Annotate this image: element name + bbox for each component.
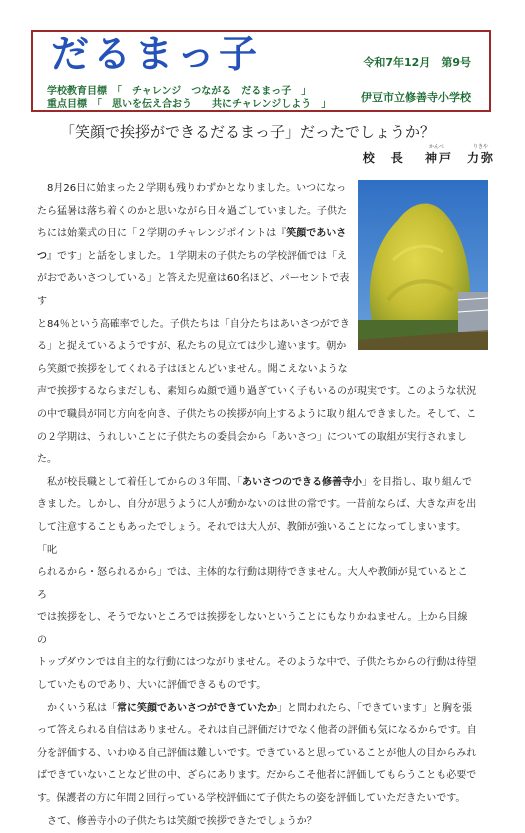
text-line: の中で職員が同じ方向を向き、子供たちの挨拶が向上するように取り組んできました。そして、こ	[37, 408, 477, 420]
text-line: きました。しかし、自分が思うように人が動かないのは世の常です。一昔前ならば、大きな声を出	[37, 499, 477, 511]
education-goal: 学校教育目標 「 チャレンジ つながる だるまっ子 」	[47, 86, 312, 97]
issue-date: 令和7年12月 第9号	[363, 56, 471, 69]
emphasis: 常に笑顔であいさつができていたか	[117, 702, 277, 714]
text-line: す。保護者の方に年間２回行っている学校評価にて子供たちの姿を評価していただきたいです。	[37, 793, 466, 805]
newsletter-title: だるまっ子	[51, 32, 262, 76]
text-line: ばできていないことなど世の中、ざらにあります。だからこそ他者に評価してもらうことも必要で	[37, 770, 477, 782]
paragraph-1-continued	[37, 381, 477, 471]
text-line: る」と捉えているようですが、私たちの見立ては少し違います。朝か	[37, 341, 347, 353]
paragraph-3	[37, 698, 477, 811]
school-name: 伊豆市立修善寺小学校	[361, 91, 471, 104]
article-body	[37, 178, 477, 833]
text-line: して注意することもあったでしょう。それでは大人が、教師が強いることになってしまいます。「叱	[37, 521, 467, 556]
article-headline: 「笑顔で挨拶ができるだるまっ子」だったでしょうか？	[60, 123, 436, 141]
paragraph-1	[37, 178, 352, 381]
author-byline	[362, 144, 495, 166]
text-line: 8月26日に始まった２学期も残りわずかとなりました。いつになっ	[47, 183, 347, 194]
text-line: トップダウンでは自主的な行動にはつながりません。そのような中で、子供たちからの行動は待望	[37, 657, 477, 669]
paragraph-2	[37, 472, 477, 698]
text-line: ちには始業式の日に「２学期のチャレンジポイントは『笑顔であいさ	[37, 228, 347, 240]
masthead	[31, 30, 491, 112]
text-line: 声で挨拶するならまだしも、素知らぬ顔で通り過ぎていく子もいるのが現実です。このような状況	[37, 386, 477, 398]
paragraph-4: さて、修善寺小の子供たちは笑顔で挨拶できたでしょうか？	[47, 815, 317, 827]
text-line: と84％という高確率でした。子供たちは「自分たちはあいさつができ	[37, 318, 350, 330]
text-line: 分を評価する、いわゆる自己評価は難しいです。できていると思っていることが他人の目からみれ	[37, 747, 477, 759]
text-line: 私が校長職として着任してからの３年間、「あいさつのできる修善寺小」を目指し、取り組んで	[47, 476, 472, 488]
text-line: つ』です」と話をしました。１学期末の子供たちの学校評価では「え	[37, 250, 347, 262]
text-line: かくいう私は「常に笑顔であいさつができていたか」と問われたら、「できています」と胸を張	[47, 702, 472, 714]
text-line: がおであいさつしている」と答えた児童は60名ほど、パーセントで表す	[37, 273, 350, 307]
focus-goal: 重点目標 「 思いを伝え合おう 共にチャレンジしよう 」	[47, 99, 332, 110]
emphasis: あいさつのできる修善寺小	[242, 476, 362, 488]
emphasis: 笑顔であいさ	[286, 228, 347, 240]
author-role: 校 長	[362, 151, 405, 165]
text-line: られるから・怒られるから」では、主体的な行動は期待できません。大人や教師が見ているところ	[37, 567, 468, 601]
author-ruby-surname: かんべ	[428, 144, 444, 150]
text-line: たら猛暑は落ち着くのかと思いながら日々過ごしていました。子供た	[37, 205, 347, 217]
text-line: って答えられる自信はありません。それは自己評価だけでなく他者の評価も気になるからです。自	[37, 725, 477, 737]
text-line: していたものであり、大いに評価できるものです。	[37, 680, 267, 692]
author-name: 神戸 力弥	[424, 151, 495, 165]
text-line: ら笑顔で挨拶をしてくれる子はほとんどいません。聞こえないような	[37, 363, 348, 375]
emphasis: つ	[37, 250, 47, 262]
author-ruby-given: りきや	[472, 144, 488, 150]
text-line: の２学期は、うれしいことに子供たちの委員会から「あいさつ」についての取組が実行されました。	[37, 431, 467, 466]
text-line: では挨拶をし、そうでないところでは挨拶をしないということにもなりかねません。上から目線の	[37, 612, 468, 646]
